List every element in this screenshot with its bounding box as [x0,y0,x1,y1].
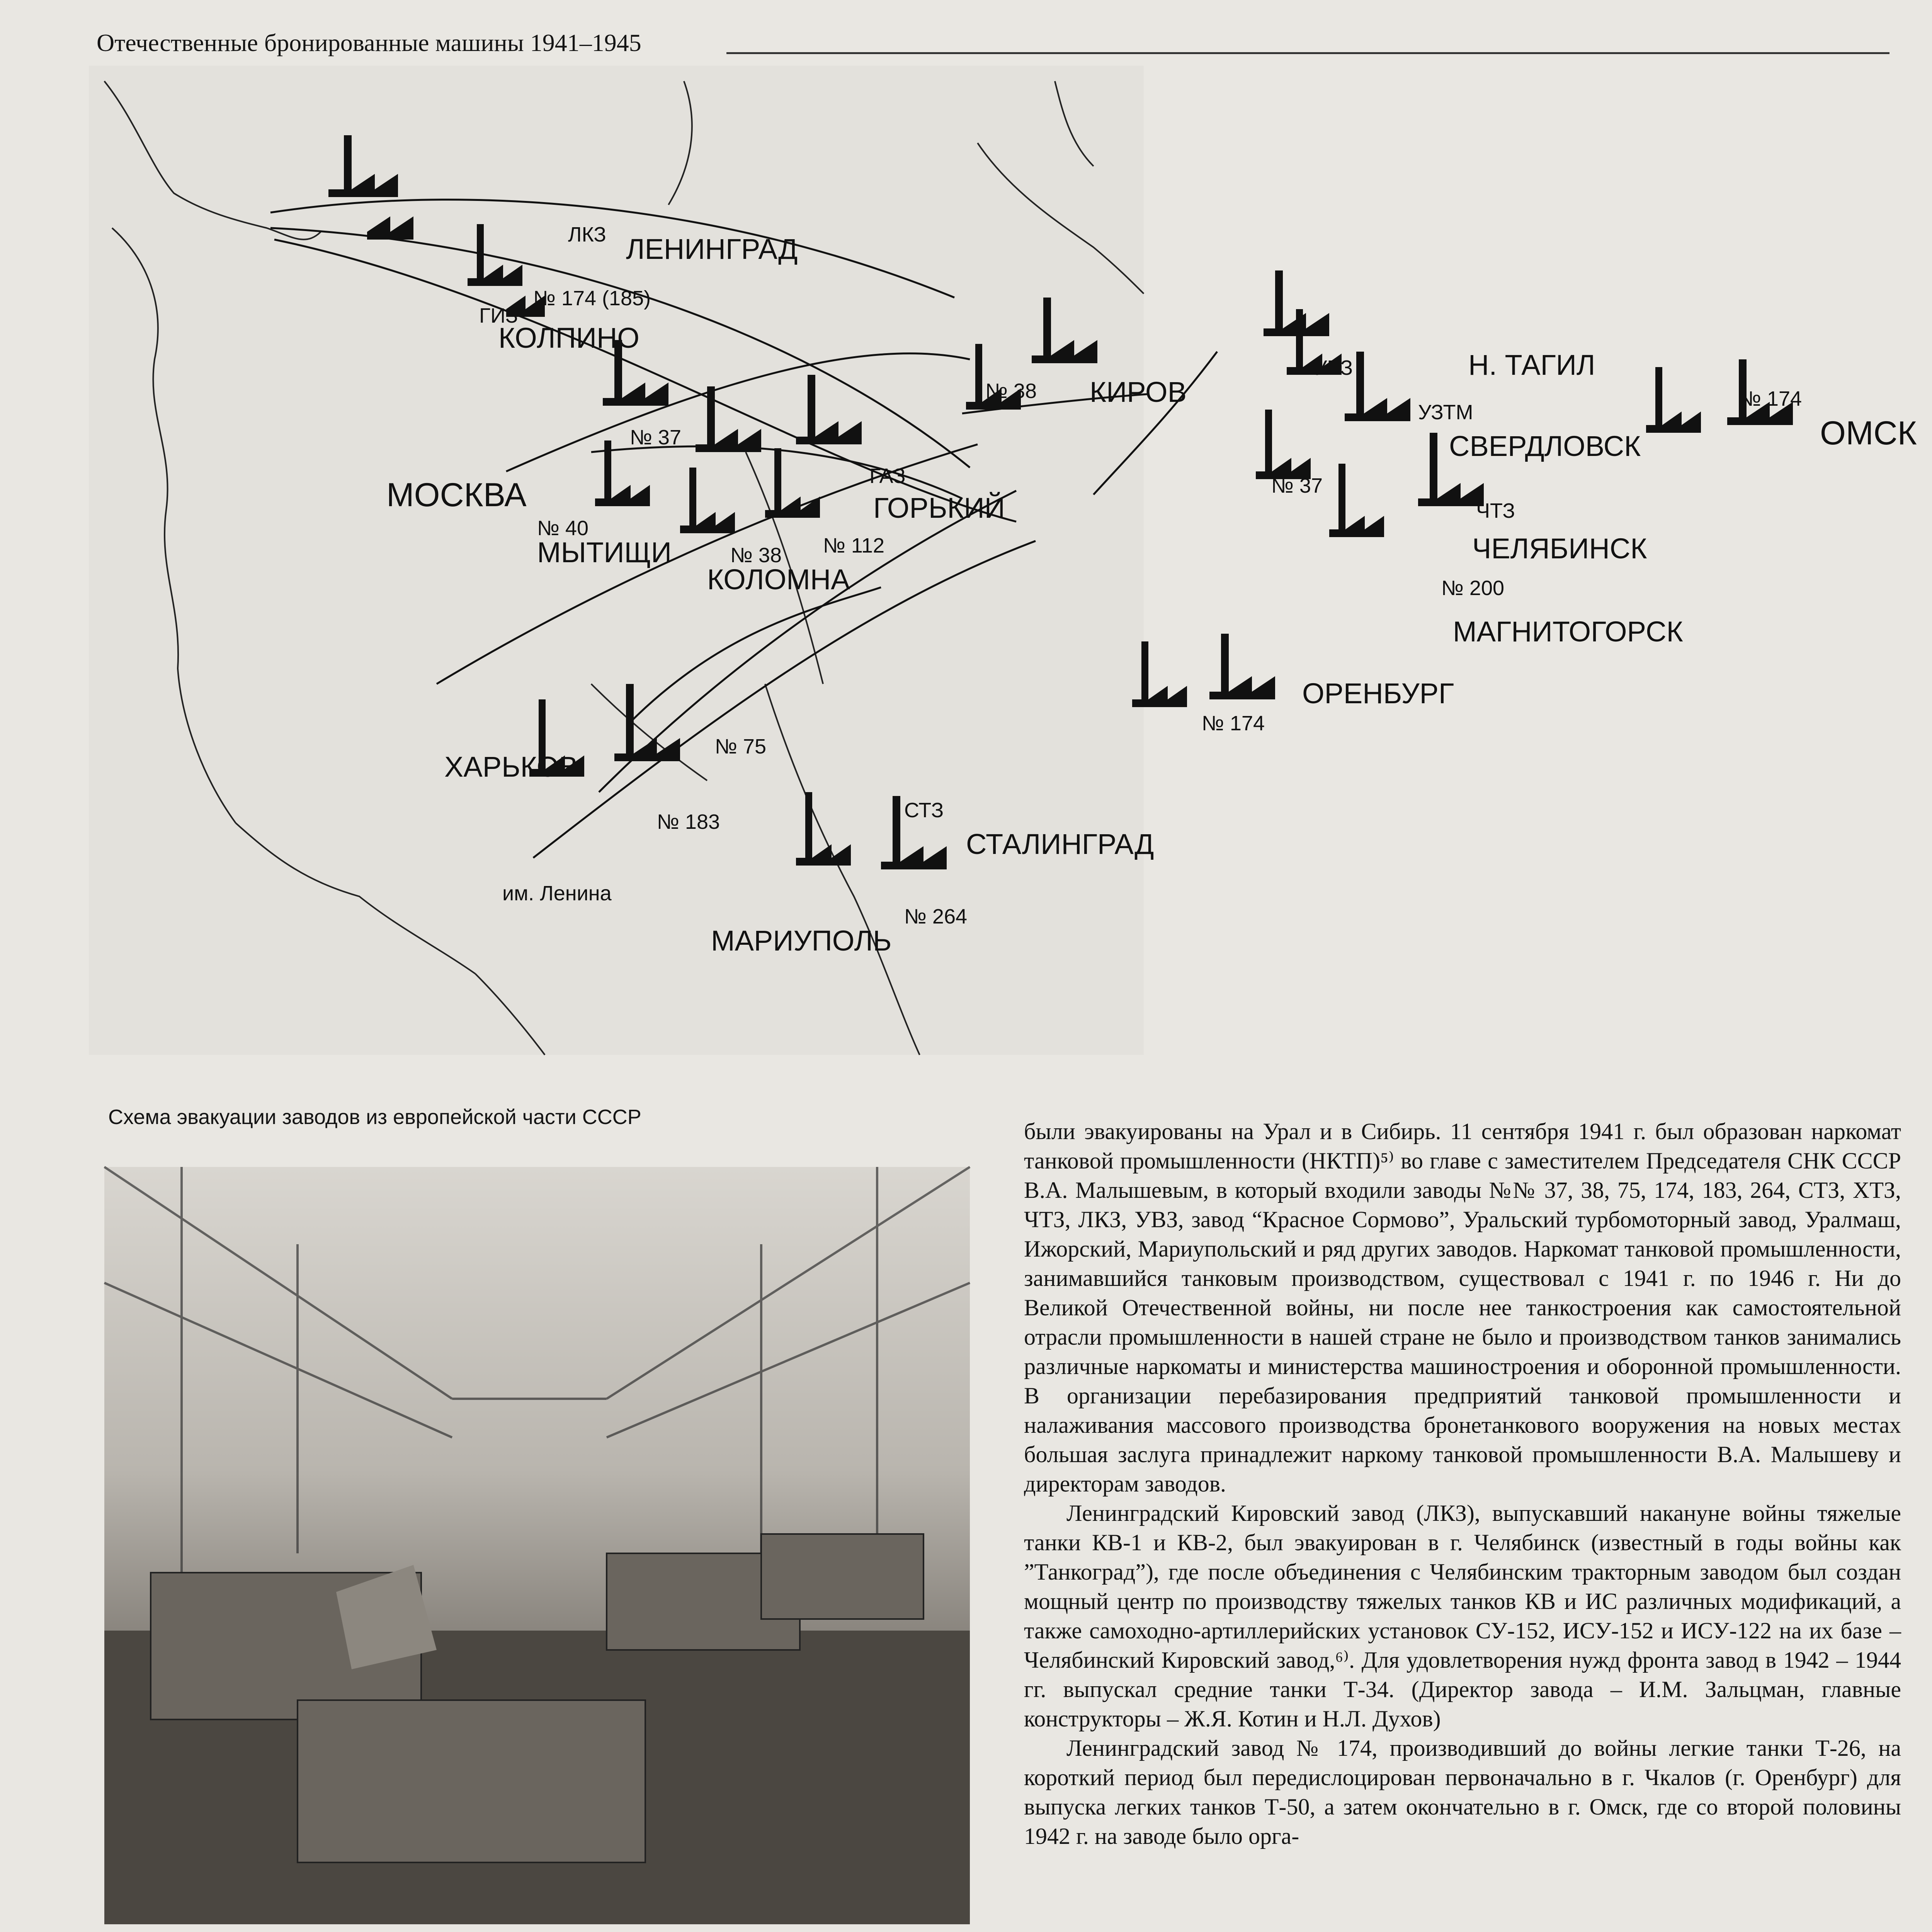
factory-glyph-38 [680,468,735,533]
paragraph-2: Ленинградский Кировский завод (ЛКЗ), выпускавший накануне войны тяжелые танки КВ-1 и КВ-2, был эвакуирован в г. Челябинск (известный в годы войны как ”Танкоград”), где после объединения с Челябинским тракторным заводом был создан мощный центр по производству тяжелых танков КВ и ИС различных модификаций, а также самоходно-артиллерийских установок СУ-152, ИСУ-152 и ИСУ-122 на их базе – Челябинский Кировский завод,⁶⁾. Для удовлетворения нужд фронта завод в 1942 – 1944 гг. выпускал средние танки Т-34. (Директор завода – И.М. Зальцман, главные конструкторы – Ж.Я. Котин и Н.Л. Духов) [1024,1500,1901,1731]
factory-icon-gorky [796,375,862,444]
label-174-orenburg: № 174 [1202,712,1265,735]
label-264: № 264 [904,905,968,928]
label-183: № 183 [657,810,720,833]
factory-glyph-orenburg [1132,641,1187,707]
factory-photo [104,1167,970,1924]
label-moscow: МОСКВА [386,476,527,514]
label-200: № 200 [1441,577,1505,600]
label-kharkov: ХАРЬКОВ [444,751,578,783]
evacuation-map [89,66,1917,1055]
map-labels [386,223,1917,957]
coast-baltic [104,81,321,240]
label-mariupol: МАРИУПОЛЬ [711,925,892,957]
map-svg [89,66,1917,1055]
factory-icon-orenburg [1209,634,1275,699]
factory-glyph-omsk [1646,367,1701,433]
factory-icon-uztm [1345,352,1410,421]
border-west [112,228,236,823]
label-kolomna: КОЛОМНА [707,563,850,595]
factory-glyph-uztm [1256,410,1311,479]
factory-photo-illustration [104,1167,970,1924]
white-sea [668,81,692,205]
label-sverdlovsk: СВЕРДЛОВСК [1449,430,1641,462]
paragraph-1: были эвакуированы на Урал и в Сибирь. 11 сентября 1941 г. был образован наркомат танковой промышленности (НКТП)⁵⁾ во главе с заместителем Председателя СНК СССР В.А. Малышевым, в который входили заводы №№ 37, 38, 75, 174, 183, 264, СТЗ, ХТЗ, ЧТЗ, ЛКЗ, УВЗ, завод “Красное Сормово”, Уральский турбомоторный завод, Уралмаш, Ижорский, Мариупольский и ряд других заводов. Наркомат танковой промышленности, занимавшийся танковым производством, существовал с 1941 г. по 1946 г. Ни до Великой Отечественной войны, ни после нее танкостроения как самостоятельной отрасли промышленности в нашей стране не было и производством танков занимались различные наркоматы и министерства машиностроения и оборонной промышленности. В организации перебазирования предприятий танковой промышленности и налаживания массового производства бронетанкового вооружения на новых местах большая заслуга принадлежит наркому танковой промышленности В.А. Малышеву и директорам заводов. [1024,1119,1901,1497]
label-mytishchi: МЫТИЩИ [537,536,672,568]
label-37-moscow: № 37 [630,426,681,449]
label-uvz: УВЗ [1314,356,1353,379]
label-magnitogorsk: МАГНИТОГОРСК [1453,616,1683,648]
label-chelyabinsk: ЧЕЛЯБИНСК [1472,532,1647,565]
north-river [1055,81,1094,166]
label-omsk: ОМСК [1820,415,1917,452]
label-orenburg: ОРЕНБУРГ [1302,677,1454,709]
factory-icon-lkz [328,135,398,197]
label-38-kolomna: № 38 [730,544,782,567]
evacuation-arrows [270,200,1217,858]
don [591,684,707,781]
coast-azov [236,823,475,974]
map-caption: Схема эвакуации заводов из европейской части СССР [108,1105,641,1129]
label-chtz: ЧТЗ [1476,499,1515,522]
label-75: № 75 [715,735,766,758]
article-body [1024,1117,1901,1851]
label-giz: ГИЗ [479,304,518,327]
label-uztm: УЗТМ [1418,401,1473,424]
arrow-leningrad-tagil [270,200,954,298]
factory-glyph-stalingrad [796,792,851,866]
label-gorky: ГОРЬКИЙ [873,492,1005,524]
label-stalingrad: СТАЛИНГРАД [966,828,1154,860]
label-gaz: ГАЗ [869,464,906,488]
label-112: № 112 [823,534,885,557]
label-n-tagil: Н. ТАГИЛ [1468,349,1595,381]
arrow-chelyabinsk-omsk [1094,352,1217,495]
running-header [97,15,1889,58]
factory-icon-kirov [1032,298,1097,363]
label-kirov: КИРОВ [1090,376,1187,408]
label-174-omsk: № 174 [1739,387,1802,410]
header-rule [726,52,1889,54]
label-40: № 40 [537,517,588,540]
label-kolpino: КОЛПИНО [498,322,639,354]
label-leningrad: ЛЕНИНГРАД [626,233,798,265]
factory-icon-174 [367,216,413,240]
factory-glyph-chtz [1329,464,1384,537]
paragraph-3: Ленинградский завод № 174, производивший до войны легкие танки Т-26, на короткий период был передислоцирован первоначально в г. Чкалов (г. Оренбург) для выпуска легких танков Т-50, а затем окончательно в г. Омск, где со второй половины 1942 г. на заводе было орга- [1024,1735,1901,1849]
ob-river [978,143,1144,294]
coast-south [475,974,545,1055]
label-lkz: ЛКЗ [568,223,606,246]
factory-glyph-gaz [765,448,820,518]
header-title: Отечественные бронированные машины 1941–1945 [97,29,641,56]
label-stz: СТЗ [904,799,944,822]
label-174-185: № 174 (185) [533,287,651,310]
label-im-lenina: им. Ленина [502,882,612,905]
label-37-sverdlovsk: № 37 [1271,474,1323,497]
factory-icon-kharkov [614,684,680,761]
arrow-moscow-sverdlovsk [506,354,970,471]
factory-glyph-lkz [468,224,522,286]
label-38-kirov: № 38 [985,379,1037,403]
